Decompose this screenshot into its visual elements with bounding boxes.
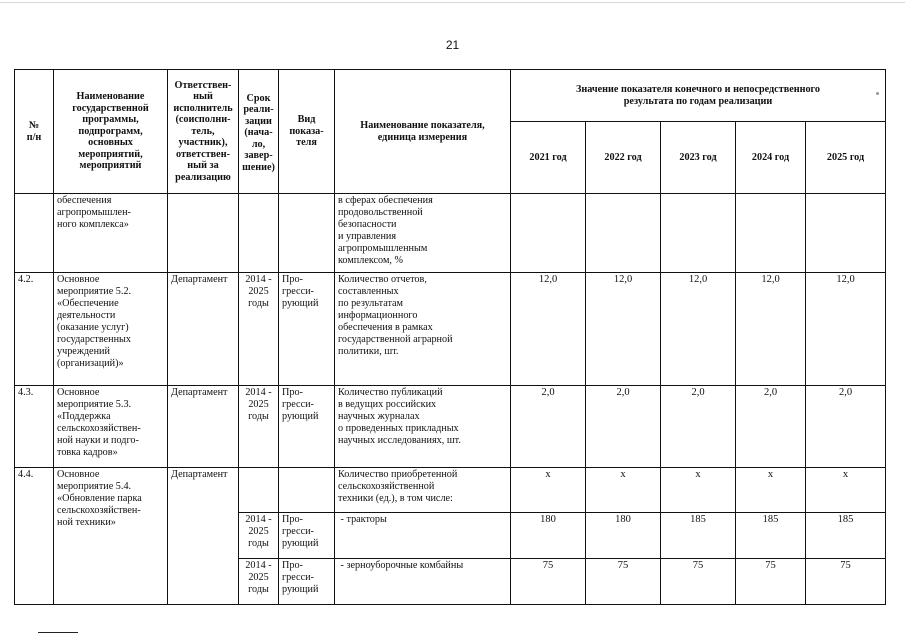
row-num — [15, 194, 54, 273]
row-value-2022 — [586, 194, 661, 273]
row-type: Про- гресси- рующий — [279, 386, 335, 468]
row-value-2024 — [736, 194, 806, 273]
row-value-2023: 75 — [661, 559, 736, 605]
footnote-line — [38, 632, 78, 633]
top-scan-line — [0, 2, 905, 3]
row-value-2021 — [511, 194, 586, 273]
row-value-2023: 12,0 — [661, 273, 736, 386]
row-value-2024: 12,0 — [736, 273, 806, 386]
row-term — [239, 468, 279, 513]
row-num: 4.3. — [15, 386, 54, 468]
header-term: Срок реали- зации (нача- ло, завер- шение) — [239, 70, 279, 194]
row-indicator: - тракторы — [335, 513, 511, 559]
table-row — [15, 273, 886, 386]
row-term: 2014 - 2025 годы — [239, 513, 279, 559]
row-program-name: Основное мероприятие 5.2. «Обеспечение деятельности (оказание услуг) государственных учреждений (организаций)» — [54, 273, 168, 386]
header-year-2022: 2022 год — [586, 122, 661, 194]
row-value-2025: 75 — [806, 559, 886, 605]
row-value-2022: 75 — [586, 559, 661, 605]
table-row — [15, 194, 886, 273]
row-indicator: Количество публикаций в ведущих российских научных журналах о проведенных прикладных научных исследованиях, шт. — [335, 386, 511, 468]
row-responsible: Департамент — [168, 386, 239, 468]
header-indicator-type: Вид показа- теля — [279, 70, 335, 194]
row-term: 2014 - 2025 годы — [239, 559, 279, 605]
row-indicator: Количество приобретенной сельскохозяйственной техники (ед.), в том числе: — [335, 468, 511, 513]
row-responsible — [168, 194, 239, 273]
row-num: 4.2. — [15, 273, 54, 386]
row-type: Про- гресси- рующий — [279, 559, 335, 605]
header-values-by-year: Значение показателя конечного и непосредственного результата по годам реализации — [511, 70, 886, 122]
indicator-table — [14, 69, 886, 605]
row-type: Про- гресси- рующий — [279, 513, 335, 559]
row-type: Про- гресси- рующий — [279, 273, 335, 386]
row-value-2022: 2,0 — [586, 386, 661, 468]
header-responsible: Ответствен- ный исполнитель (соисполни- тель, участник), ответствен- ный за реализацию — [168, 70, 239, 194]
row-type — [279, 468, 335, 513]
row-term: 2014 - 2025 годы — [239, 273, 279, 386]
row-value-2024: 75 — [736, 559, 806, 605]
row-value-2022: 12,0 — [586, 273, 661, 386]
row-value-2022: х — [586, 468, 661, 513]
row-value-2021: 75 — [511, 559, 586, 605]
row-value-2023: 2,0 — [661, 386, 736, 468]
row-value-2025: 185 — [806, 513, 886, 559]
row-responsible: Департамент — [168, 468, 239, 605]
row-value-2025: 2,0 — [806, 386, 886, 468]
row-value-2021: х — [511, 468, 586, 513]
row-num: 4.4. — [15, 468, 54, 605]
row-program-name: Основное мероприятие 5.4. «Обновление парка сельскохозяйствен- ной техники» — [54, 468, 168, 605]
row-value-2021: 180 — [511, 513, 586, 559]
row-value-2023: 185 — [661, 513, 736, 559]
row-value-2021: 2,0 — [511, 386, 586, 468]
scan-dot — [876, 92, 879, 95]
row-program-name: Основное мероприятие 5.3. «Поддержка сельскохозяйствен- ной науки и подго- товка кадров» — [54, 386, 168, 468]
row-value-2025: х — [806, 468, 886, 513]
row-value-2023 — [661, 194, 736, 273]
header-year-2021: 2021 год — [511, 122, 586, 194]
row-term: 2014 - 2025 годы — [239, 386, 279, 468]
header-indicator-name: Наименование показателя, единица измерения — [335, 70, 511, 194]
header-year-2024: 2024 год — [736, 122, 806, 194]
header-program-name: Наименование государственной программы, подпрограмм, основных мероприятий, мероприятий — [54, 70, 168, 194]
row-type — [279, 194, 335, 273]
table-row — [15, 386, 886, 468]
table-row — [15, 468, 886, 513]
row-indicator: - зерноуборочные комбайны — [335, 559, 511, 605]
row-value-2025: 12,0 — [806, 273, 886, 386]
row-value-2024: х — [736, 468, 806, 513]
row-value-2023: х — [661, 468, 736, 513]
page-number: 21 — [445, 38, 460, 52]
header-year-2025: 2025 год — [806, 122, 886, 194]
row-value-2024: 2,0 — [736, 386, 806, 468]
row-value-2024: 185 — [736, 513, 806, 559]
row-responsible: Департамент — [168, 273, 239, 386]
header-num: № п/н — [15, 70, 54, 194]
row-value-2022: 180 — [586, 513, 661, 559]
row-program-name: обеспечения агропромышлен- ного комплекса» — [54, 194, 168, 273]
row-value-2025 — [806, 194, 886, 273]
header-year-2023: 2023 год — [661, 122, 736, 194]
row-term — [239, 194, 279, 273]
row-indicator: в сферах обеспечения продовольственной безопасности и управления агропромышленным комплексом, % — [335, 194, 511, 273]
row-value-2021: 12,0 — [511, 273, 586, 386]
row-indicator: Количество отчетов, составленных по результатам информационного обеспечения в рамках государственной аграрной политики, шт. — [335, 273, 511, 386]
